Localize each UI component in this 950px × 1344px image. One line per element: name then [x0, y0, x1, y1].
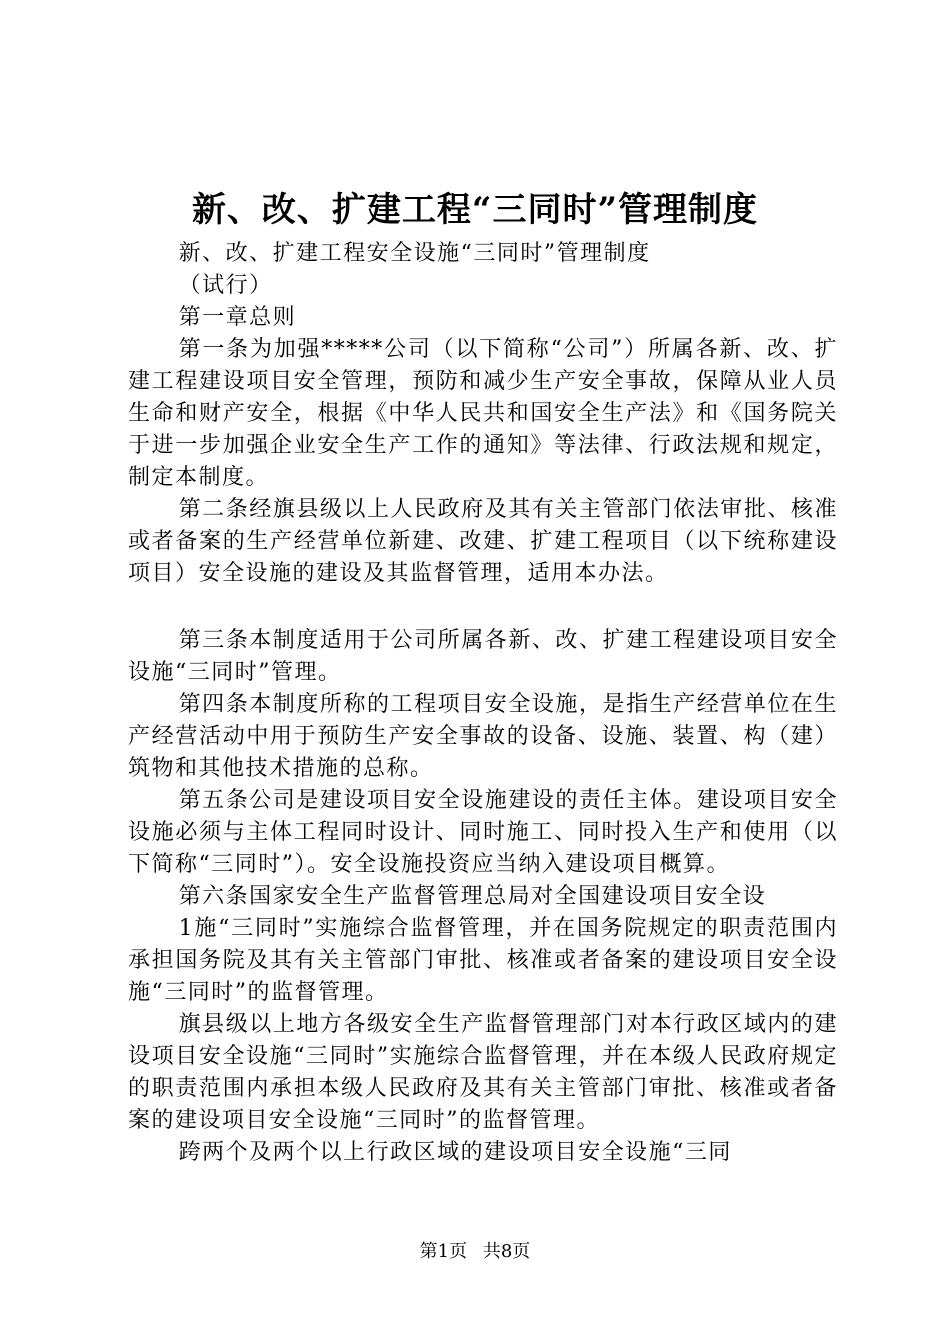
document-title: 新、改、扩建工程“三同时”管理制度 — [191, 190, 759, 230]
article-5: 第五条公司是建设项目安全设施建设的责任主体。建设项目安全设施必须与主体工程同时设计、同时施工、同时投入生产和使用（以下简称“三同时”）。安全设施投资应当纳入建设项目概算。 — [128, 788, 838, 877]
chapter-heading: 第一章总则 — [178, 305, 297, 330]
page-current: 第1页 — [419, 1241, 468, 1262]
cross-region-paragraph: 跨两个及两个以上行政区域的建设项目安全设施“三同 — [178, 1140, 732, 1165]
article-2: 第二条经旗县级以上人民政府及其有关主管部门依法审批、核准或者备案的生产经营单位新建、改建、扩建工程项目（以下统称建设项目）安全设施的建设及其监督管理，适用本办法。 — [128, 497, 838, 586]
paragraph-gap — [128, 590, 838, 625]
page-footer — [0, 1240, 950, 1264]
article-3: 第三条本制度适用于公司所属各新、改、扩建工程建设项目安全设施“三同时”管理。 — [128, 628, 838, 685]
page-total: 共8页 — [482, 1241, 531, 1262]
article-1: 第一条为加强*****公司（以下简称“公司”）所属各新、改、扩建工程建设项目安全管理，预防和减少生产安全事故，保障从业人员生命和财产安全，根据《中华人民共和国安全生产法》和《国务院关于进一步加强企业安全生产工作的通知》等法律、行政法规和规定，制定本制度。 — [128, 337, 838, 490]
document-body — [128, 238, 838, 1169]
article-6-part-2: 1施“三同时”实施综合监督管理，并在国务院规定的职责范围内承担国务院及其有关主管部门审批、核准或者备案的建设项目安全设施“三同时”的监督管理。 — [128, 916, 838, 1005]
local-supervision-paragraph: 旗县级以上地方各级安全生产监督管理部门对本行政区域内的建设项目安全设施“三同时”实施综合监督管理，并在本级人民政府规定的职责范围内承担本级人民政府及其有关主管部门审批、核准或者备案的建设项目安全设施“三同时”的监督管理。 — [128, 1012, 838, 1133]
article-6-part-1: 第六条国家安全生产监督管理总局对全国建设项目安全设 — [178, 884, 767, 909]
subtitle: 新、改、扩建工程安全设施“三同时”管理制度 — [178, 241, 651, 266]
trial-note: （试行） — [178, 273, 273, 298]
article-4: 第四条本制度所称的工程项目安全设施，是指生产经营单位在生产经营活动中用于预防生产安全事故的设备、设施、装置、构（建）筑物和其他技术措施的总称。 — [128, 692, 838, 781]
